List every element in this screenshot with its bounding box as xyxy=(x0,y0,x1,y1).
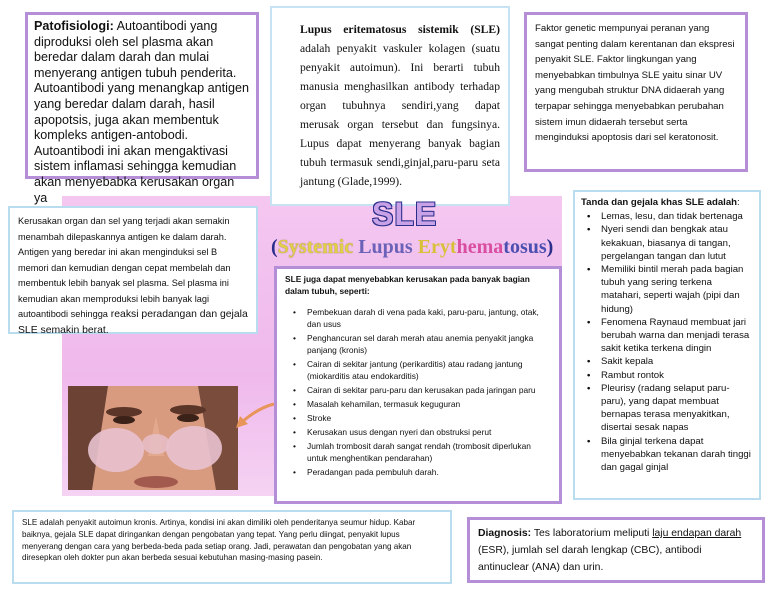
list-item: • Rambut rontok xyxy=(583,369,753,382)
list-item: • Lemas, lesu, dan tidak bertenaga xyxy=(583,210,753,223)
diagnosis-text-2: (ESR), jumlah sel darah lengkap (CBC), antibodi antinuclear (ANA) dan urin. xyxy=(478,544,702,573)
patofisiologi-label: Patofisiologi: xyxy=(34,19,114,33)
list-item: • Pleurisy (radang selaput paru-paru), yang dapat membuat bernapas terasa menyakitkan, disertai sesak napas xyxy=(583,382,753,435)
title-word-hema: hema xyxy=(456,236,504,258)
title-subtitle xyxy=(271,236,553,259)
title-open-paren: ( xyxy=(271,236,278,258)
summary-text: SLE adalah penyakit autoimun kronis. Artinya, kondisi ini akan dimiliki oleh penderitanya seumur hidup. Kabar baiknya, gejala SLE dapat diringankan dengan pengobatan yang tepat. Yang perlu diingat, penyakit lupus menyerang dengan cara yang berbeda-beda pada setiap orang. Jadi, perawatan dan pengobatan yang akan diresepkan oleh dokter pun akan berbeda sesuai kebutuhan masing-masing pasein. xyxy=(22,518,416,563)
list-item: • Penghancuran sel darah merah atau anemia penyakit jangka panjang (kronis) xyxy=(293,332,551,356)
kerusakan-tail: reaksi peradangan dan gejala SLE semakin berat. xyxy=(18,309,248,336)
list-item: • Stroke xyxy=(293,412,551,424)
list-item: • Peradangan pada pembuluh darah. xyxy=(293,466,551,478)
title-word-eryt: Eryt xyxy=(417,236,457,258)
definition-text: adalah penyakit vaskuler kolagen (suatu penyakit autoimun). Ini berarti tubuh manusia menghasilkan antibody terhadap organ tubuhnya sendiri,yang dapat merusak organ tersebut dan fungsinya. Lupus dapat menyerang banyak bagian tubuh termasuk sendi,ginjal,paru-paru seta jantung (Glade,1999). xyxy=(300,42,500,188)
diagnosis-label: Diagnosis: xyxy=(478,528,532,539)
complications-box xyxy=(274,266,562,504)
list-item: • Masalah kehamilan, termasuk keguguran xyxy=(293,398,551,410)
title-sle: SLE xyxy=(372,196,438,232)
patofisiologi-box xyxy=(25,12,259,205)
definition-box xyxy=(270,6,510,206)
definition-title: Lupus eritematosus sistemik (SLE) xyxy=(300,23,500,36)
complications-list xyxy=(285,306,551,478)
symptoms-heading-colon: : xyxy=(737,197,740,208)
list-item: • Fenomena Raynaud membuat jari berubah warna dan menjadi terasa sakit ketika terkena dingin xyxy=(583,316,753,356)
patofisiologi-text: Autoantibodi yang diproduksi oleh sel plasma akan beredar dalam darah dan mulai menyerang antigen tubuh penderita. Autoantibodi yang menangkap antigen yang beredar dalam darah, hasil apopotsis, juga akan membentuk kompleks antigen-antobodi. Autoantibodi ini akan mengaktivasi sistem inflamasi sehingga kemudian akan menyebabka kerusakan organ ya xyxy=(34,19,249,205)
kerusakan-box xyxy=(8,206,258,334)
symptoms-heading-text: Tanda dan gejala khas SLE adalah xyxy=(581,197,738,208)
title-word-lupus: Lupus xyxy=(358,236,413,258)
list-item: • Memiliki bintil merah pada bagian tubuh yang sering terkena matahari, seperti wajah (pipi dan hidung) xyxy=(583,263,753,316)
kerusakan-text: Kerusakan organ dan sel yang terjadi akan semakin menambah dilepaskannya antigen ke dalam darah. Antigen yang beredar ini akan menginduksi sel B memori dan kemudian dengan cepat membelah dan membentuk lebih banyak sel plasma. Sel plasma ini kemudian akan memproduksi lebih banyak lagi autoantibodi sehingga xyxy=(18,216,231,319)
face-rash-photo xyxy=(68,386,238,490)
diagnosis-underlined: laju endapan darah xyxy=(652,528,742,539)
list-item: • Nyeri sendi dan bengkak atau kekakuan, biasanya di tangan, pergelangan tangan dan lutut xyxy=(583,223,753,263)
title-close-paren: ) xyxy=(546,236,554,258)
list-item: • Kerusakan usus dengan nyeri dan obstruksi perut xyxy=(293,426,551,438)
face-rash-icon xyxy=(68,386,238,490)
complications-intro: SLE juga dapat menyebabkan kerusakan pada banyak bagian dalam tubuh, seperti: xyxy=(285,274,530,296)
list-item: • Cairan di sekitar paru-paru dan kerusakan pada jaringan paru xyxy=(293,384,551,396)
list-item: • Jumlah trombosit darah sangat rendah (trombosit diperlukan untuk menghentikan pendarahan) xyxy=(293,440,551,464)
list-item: • Bila ginjal terkena dapat menyebabkan tekanan darah tinggi dan gagal ginjal xyxy=(583,435,753,475)
diagnosis-box xyxy=(467,517,765,583)
symptoms-heading xyxy=(581,196,753,209)
symptoms-list xyxy=(581,210,753,474)
list-item: • Cairan di sekitar jantung (perikarditis) atau radang jantung (miokarditis atau endokarditis) xyxy=(293,358,551,382)
symptoms-box xyxy=(573,190,761,500)
faktor-text: Faktor genetic mempunyai peranan yang sangat penting dalam kerentanan dan ekspresi penyakit SLE. Faktor lingkungan yang menyebabkan timbulnya SLE yaitu sinar UV yang mengubah struktur DNA didaerah yang terpapar sehingga menyebabkan perubahan sistem imun didaerah tersebut serta menginduksi apoptosis dari sel keratonosit. xyxy=(535,23,735,144)
faktor-box xyxy=(524,12,748,172)
arrow-icon xyxy=(232,402,276,432)
summary-box xyxy=(12,510,452,584)
list-item: • Pembekuan darah di vena pada kaki, paru-paru, jantung, otak, dan usus xyxy=(293,306,551,330)
title-word-tosus: tosus xyxy=(503,236,547,258)
title-word-systemic: Systemic xyxy=(277,236,354,258)
list-item: • Sakit kepala xyxy=(583,355,753,368)
diagnosis-text-1: Tes laboratorium meliputi xyxy=(531,528,653,539)
